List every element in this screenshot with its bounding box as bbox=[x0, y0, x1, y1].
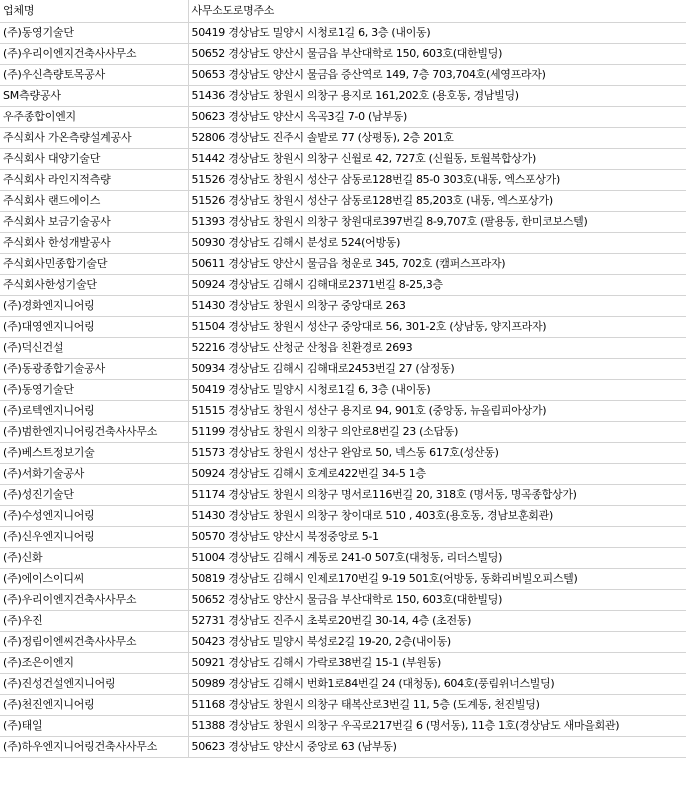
table-row bbox=[0, 484, 686, 505]
address-cell[interactable]: 51168 경상남도 창원시 의창구 태복산로3번길 11, 5층 (도계동, 천진빌딩) bbox=[188, 694, 686, 715]
table-row bbox=[0, 274, 686, 295]
table-row bbox=[0, 43, 686, 64]
company-name-cell[interactable]: (주)진성건설엔지니어링 bbox=[0, 673, 188, 694]
address-cell[interactable]: 51442 경상남도 창원시 의창구 신월로 42, 727호 (신월동, 토월복합상가) bbox=[188, 148, 686, 169]
address-cell[interactable]: 50652 경상남도 양산시 물금읍 부산대학로 150, 603호(대한빌딩) bbox=[188, 43, 686, 64]
company-name-cell[interactable]: (주)덕신건설 bbox=[0, 337, 188, 358]
company-name-cell[interactable]: (주)에이스이디씨 bbox=[0, 568, 188, 589]
address-cell[interactable]: 50570 경상남도 양산시 북정중앙로 5-1 bbox=[188, 526, 686, 547]
table-row bbox=[0, 85, 686, 106]
address-cell[interactable]: 51504 경상남도 창원시 성산구 중앙대로 56, 301-2호 (상남동, 양지프라자) bbox=[188, 316, 686, 337]
address-cell[interactable]: 51526 경상남도 창원시 성산구 삼동로128번길 85-0 303호(내동, 엑스포상가) bbox=[188, 169, 686, 190]
company-name-cell[interactable]: (주)태일 bbox=[0, 715, 188, 736]
address-cell[interactable]: 50921 경상남도 김해시 가락로38번길 15-1 (부원동) bbox=[188, 652, 686, 673]
table-row bbox=[0, 631, 686, 652]
address-cell[interactable]: 50924 경상남도 김해시 호계로422번길 34-5 1층 bbox=[188, 463, 686, 484]
table-row bbox=[0, 148, 686, 169]
company-name-cell[interactable]: 주식회사 대양기술단 bbox=[0, 148, 188, 169]
company-name-cell[interactable]: (주)성진기술단 bbox=[0, 484, 188, 505]
address-cell[interactable]: 50419 경상남도 밀양시 시청로1길 6, 3층 (내이동) bbox=[188, 379, 686, 400]
company-name-cell[interactable]: (주)우리이엔지건축사사무소 bbox=[0, 589, 188, 610]
address-cell[interactable]: 50653 경상남도 양산시 물금읍 증산역로 149, 7층 703,704호(세영프라자) bbox=[188, 64, 686, 85]
company-name-cell[interactable]: 주식회사민종합기술단 bbox=[0, 253, 188, 274]
address-cell[interactable]: 50623 경상남도 양산시 옥곡3길 7-0 (남부동) bbox=[188, 106, 686, 127]
address-cell[interactable]: 51430 경상남도 창원시 의창구 창이대로 510 , 403호(용호동, 경남보훈회관) bbox=[188, 505, 686, 526]
table-row bbox=[0, 316, 686, 337]
company-name-cell[interactable]: SM측량공사 bbox=[0, 85, 188, 106]
company-name-cell[interactable]: 주식회사 라인지적측량 bbox=[0, 169, 188, 190]
column-header-company[interactable]: 업체명 bbox=[0, 0, 188, 22]
company-name-cell[interactable]: (주)정림이엔씨건축사사무소 bbox=[0, 631, 188, 652]
company-name-cell[interactable]: (주)경화엔지니어링 bbox=[0, 295, 188, 316]
table-row bbox=[0, 442, 686, 463]
address-cell[interactable]: 51436 경상남도 창원시 의창구 용지로 161,202호 (용호동, 경남빌딩) bbox=[188, 85, 686, 106]
company-name-cell[interactable]: 주식회사 보금기술공사 bbox=[0, 211, 188, 232]
table-row bbox=[0, 337, 686, 358]
table-row bbox=[0, 463, 686, 484]
company-name-cell[interactable]: (주)동영기술단 bbox=[0, 379, 188, 400]
company-name-cell[interactable]: (주)신우엔지니어링 bbox=[0, 526, 188, 547]
table-row bbox=[0, 253, 686, 274]
table-row bbox=[0, 211, 686, 232]
table-row bbox=[0, 358, 686, 379]
table-row bbox=[0, 589, 686, 610]
address-cell[interactable]: 50930 경상남도 김해시 분성로 524(어방동) bbox=[188, 232, 686, 253]
table-row bbox=[0, 715, 686, 736]
company-name-cell[interactable]: 주식회사 가온측량설계공사 bbox=[0, 127, 188, 148]
company-name-cell[interactable]: (주)동영기술단 bbox=[0, 22, 188, 43]
company-name-cell[interactable]: (주)서화기술공사 bbox=[0, 463, 188, 484]
table-row bbox=[0, 379, 686, 400]
address-cell[interactable]: 50419 경상남도 밀양시 시청로1길 6, 3층 (내이동) bbox=[188, 22, 686, 43]
address-cell[interactable]: 51573 경상남도 창원시 성산구 완암로 50, 넥스동 617호(성산동) bbox=[188, 442, 686, 463]
table-row bbox=[0, 106, 686, 127]
address-cell[interactable]: 50623 경상남도 양산시 중앙로 63 (남부동) bbox=[188, 736, 686, 757]
table-row bbox=[0, 673, 686, 694]
address-cell[interactable]: 50423 경상남도 밀양시 북성로2길 19-20, 2층(내이동) bbox=[188, 631, 686, 652]
header-row bbox=[0, 0, 686, 22]
table-row bbox=[0, 610, 686, 631]
table-row bbox=[0, 736, 686, 757]
address-cell[interactable]: 51004 경상남도 김해시 계동로 241-0 507호(대청동, 리더스빌딩) bbox=[188, 547, 686, 568]
table-row bbox=[0, 22, 686, 43]
company-name-cell[interactable]: (주)우진 bbox=[0, 610, 188, 631]
company-name-cell[interactable]: (주)대영엔지니어링 bbox=[0, 316, 188, 337]
company-name-cell[interactable]: 주식회사한성기술단 bbox=[0, 274, 188, 295]
company-name-cell[interactable]: (주)베스트정보기술 bbox=[0, 442, 188, 463]
address-cell[interactable]: 51515 경상남도 창원시 성산구 용지로 94, 901호 (중앙동, 뉴올림피아상가) bbox=[188, 400, 686, 421]
table-row bbox=[0, 547, 686, 568]
table-row bbox=[0, 652, 686, 673]
table-row bbox=[0, 421, 686, 442]
address-cell[interactable]: 51526 경상남도 창원시 성산구 삼동로128번길 85,203호 (내동, 엑스포상가) bbox=[188, 190, 686, 211]
company-name-cell[interactable]: 우주종합이엔지 bbox=[0, 106, 188, 127]
address-cell[interactable]: 51199 경상남도 창원시 의창구 의안로8번길 23 (소답동) bbox=[188, 421, 686, 442]
table-row bbox=[0, 526, 686, 547]
address-cell[interactable]: 50652 경상남도 양산시 물금읍 부산대학로 150, 603호(대한빌딩) bbox=[188, 589, 686, 610]
table-row bbox=[0, 127, 686, 148]
table-row bbox=[0, 505, 686, 526]
table-row bbox=[0, 190, 686, 211]
table-row bbox=[0, 169, 686, 190]
address-cell[interactable]: 51388 경상남도 창원시 의창구 우곡로217번길 6 (명서동), 11층 1호(경상남도 새마을회관) bbox=[188, 715, 686, 736]
address-cell[interactable]: 52216 경상남도 산청군 산청읍 친환경로 2693 bbox=[188, 337, 686, 358]
table-row bbox=[0, 64, 686, 85]
table-row bbox=[0, 694, 686, 715]
table-row bbox=[0, 232, 686, 253]
company-name-cell[interactable]: (주)범한엔지니어링건축사사무소 bbox=[0, 421, 188, 442]
address-cell[interactable]: 50989 경상남도 김해시 번화1로84번길 24 (대청동), 604호(풍림위너스빌딩) bbox=[188, 673, 686, 694]
company-name-cell[interactable]: (주)하우엔지니어링건축사사무소 bbox=[0, 736, 188, 757]
address-cell[interactable]: 51393 경상남도 창원시 의창구 창원대로397번길 8-9,707호 (팔용동, 한미코보스텔) bbox=[188, 211, 686, 232]
address-cell[interactable]: 52731 경상남도 진주시 초북로20번길 30-14, 4층 (초전동) bbox=[188, 610, 686, 631]
address-cell[interactable]: 50924 경상남도 김해시 김해대로2371번길 8-25,3층 bbox=[188, 274, 686, 295]
address-cell[interactable]: 52806 경상남도 진주시 솔밭로 77 (상평동), 2층 201호 bbox=[188, 127, 686, 148]
company-name-cell[interactable]: (주)천진엔지니어링 bbox=[0, 694, 188, 715]
company-name-cell[interactable]: (주)로텍엔지니어링 bbox=[0, 400, 188, 421]
table-row bbox=[0, 568, 686, 589]
company-name-cell[interactable]: (주)우리이엔지건축사사무소 bbox=[0, 43, 188, 64]
company-name-cell[interactable]: 주식회사 랜드에이스 bbox=[0, 190, 188, 211]
table-row bbox=[0, 295, 686, 316]
address-cell[interactable]: 50819 경상남도 김해시 인제로170번길 9-19 501호(어방동, 동화리버빌오피스텔) bbox=[188, 568, 686, 589]
column-header-address[interactable]: 사무소도로명주소 bbox=[188, 0, 686, 22]
table-row bbox=[0, 400, 686, 421]
company-name-cell[interactable]: (주)우신측량토목공사 bbox=[0, 64, 188, 85]
address-cell[interactable]: 51430 경상남도 창원시 의창구 중앙대로 263 bbox=[188, 295, 686, 316]
address-cell[interactable]: 50934 경상남도 김해시 김해대로2453번길 27 (삼정동) bbox=[188, 358, 686, 379]
address-cell[interactable]: 51174 경상남도 창원시 의창구 명서로116번길 20, 318호 (명서동, 명곡종합상가) bbox=[188, 484, 686, 505]
company-name-cell[interactable]: (주)수성엔지니어링 bbox=[0, 505, 188, 526]
company-name-cell[interactable]: (주)동광종합기술공사 bbox=[0, 358, 188, 379]
company-name-cell[interactable]: (주)조은이엔지 bbox=[0, 652, 188, 673]
company-name-cell[interactable]: 주식회사 한성개발공사 bbox=[0, 232, 188, 253]
address-cell[interactable]: 50611 경상남도 양산시 물금읍 청운로 345, 702호 (캠퍼스프라자) bbox=[188, 253, 686, 274]
company-name-cell[interactable]: (주)신화 bbox=[0, 547, 188, 568]
